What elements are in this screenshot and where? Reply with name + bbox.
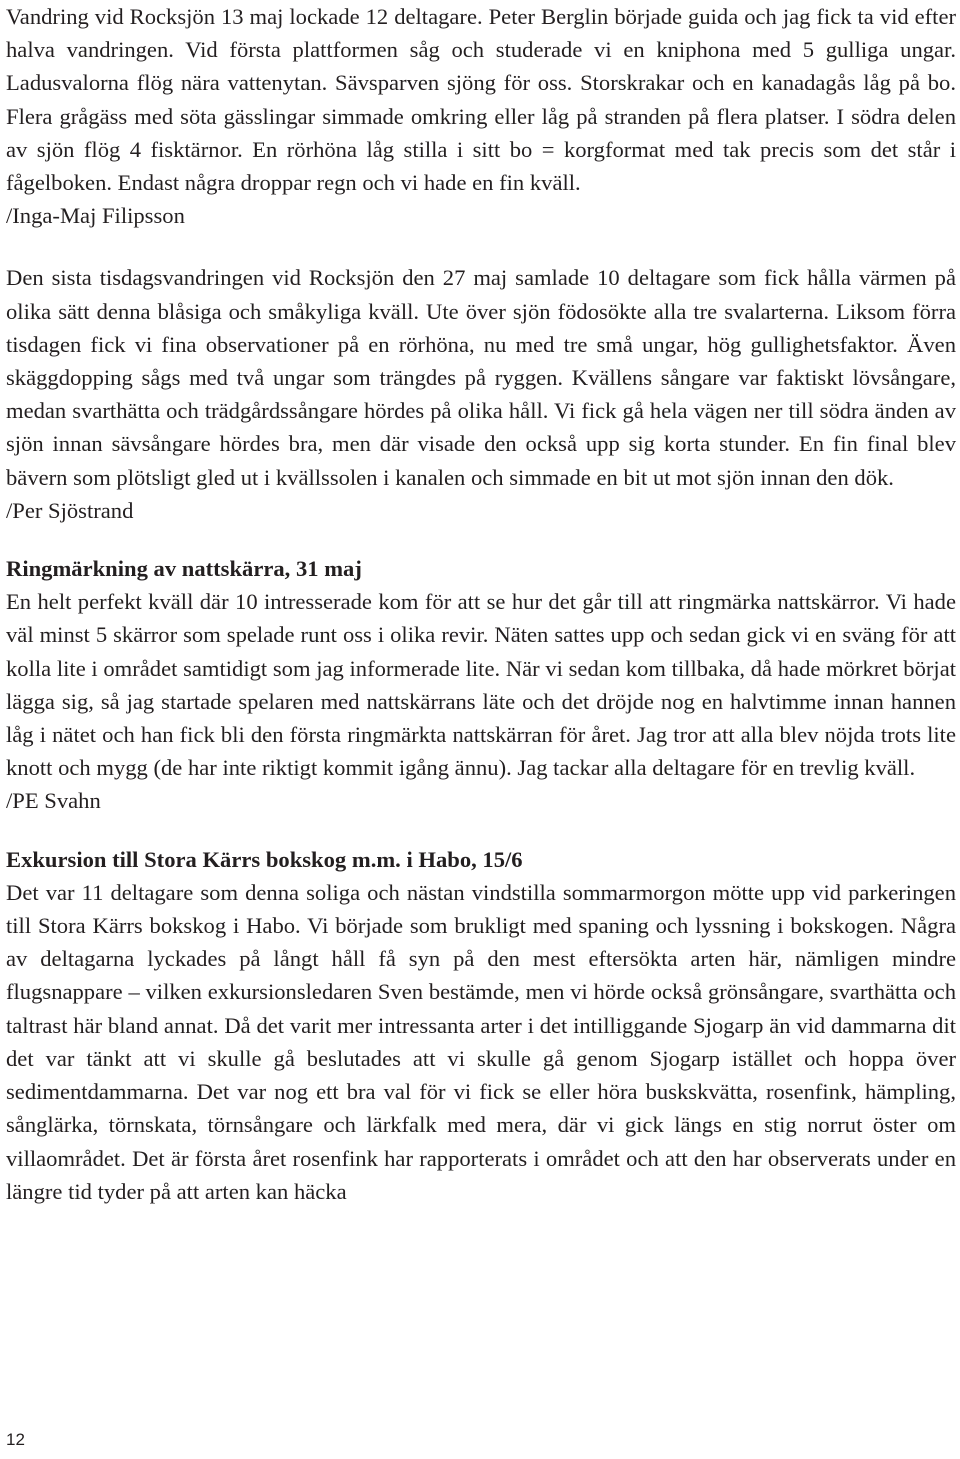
article-rocksjon-27-maj [6,261,956,527]
article-heading: Ringmärkning av nattskärra, 31 maj [6,556,362,582]
article-body: Det var 11 deltagare som denna soliga och nästan vindstilla sommarmorgon mötte upp vid parkeringen till Stora Kärrs bokskog i Habo. Vi började som brukligt med spaning och lyssning i bokskogen. Några av deltagarna lyckades på långt håll få syn på den mest eftersökta arten här, nämligen mindre flugsnappare – vilken exkursionsledaren Sven bestämde, men vi hörde också grönsångare, svarthätta och taltrast här bland annat. Då det varit mer intressanta arter i det intilliggande Sjogarp än vid dammarna dit det var tänkt att vi skulle gå beslutades att vi skulle gå genom Sjogarp istället och hoppa över sedimentdammarna. Det var nog ett bra val för vi fick se eller höra buskskvätta, rosenfink, hämpling, sånglärka, törnskata, törnsångare och lärkfalk med mera, där vi gick längs en stig norrut öster om villaområdet. Det är första året rosenfink har rapporterats i området och att den har observerats under en längre tid tyder på att arten kan häcka [6,879,956,1204]
page-number: 12 [6,1430,25,1449]
article-body: En helt perfekt kväll där 10 intresserade kom för att se hur det går till att ringmärka nattskärror. Vi hade väl minst 5 skärror som spelade runt oss i olika revir. Näten sattes upp och sedan gick vi en sväng för att kolla lite i området samtidigt som jag informerade lite. När vi sedan kom tillbaka, då hade mörkret börjat lägga sig, så jag startade spelaren med nattskärrans läte och det dröjde nog en halvtimme innan hannen låg i nätet och han fick bli den första ringmärkta nattskärran för året. Jag tror att alla blev nöjda trots lite knott och mygg (de har inte riktigt kommit igång ännu). Jag tackar alla deltagare för en trevlig kväll. [6,589,956,781]
paragraph-spacer [6,527,956,552]
paragraph-spacer [6,818,956,843]
article-rocksjon-13-maj [6,0,956,232]
article-ringmarkning [6,552,956,818]
author-signature: /Per Sjöstrand [6,497,134,523]
article-heading: Exkursion till Stora Kärrs bokskog m.m. i Habo, 15/6 [6,846,523,872]
article-body: Den sista tisdagsvandringen vid Rocksjön den 27 maj samlade 10 deltagare som fick hålla värmen på olika sätt denna blåsiga och småkyliga kväll. Ute över sjön födosökte alla tre svalarterna. Liksom förra tisdagen fick vi fina observationer på en rörhöna, nu med tre små ungar, hög gullighetsfaktor. Även skäggdopping sågs med två ungar som trängdes på ryggen. Kvällens sångare var faktiskt lövsångare, medan svarthätta och trädgårdssångare hördes på olika håll. Vi fick gå hela vägen ner till södra änden av sjön innan sävsångare hördes bra, men där visade den också upp sig korta stunder. En fin final blev bävern som plötsligt gled ut i kvällssolen i kanalen och simmade en bit ut mot sjön innan den dök. [6,265,956,490]
author-signature: /Inga-Maj Filipsson [6,203,185,229]
paragraph-spacer [6,232,956,261]
document-page [6,0,956,1208]
author-signature: /PE Svahn [6,788,101,814]
article-body: Vandring vid Rocksjön 13 maj lockade 12 deltagare. Peter Berglin började guida och jag fick ta vid efter halva vandringen. Vid första plattformen såg och studerade vi en kniphona med 5 gulliga ungar. Ladusvalorna flög nära vattenytan. Sävsparven sjöng för oss. Storskrakar och en kanadagås låg på bo. Flera grågäss med söta gässlingar simmade omkring eller låg på stranden på flera platser. I södra delen av sjön flög 4 fisktärnor. En rörhöna låg stilla i sitt bo = korgformat med tak precis som det står i fågelboken. Endast några droppar regn och vi hade en fin kväll. [6,4,956,196]
article-exkursion-stora-karr [6,843,956,1208]
